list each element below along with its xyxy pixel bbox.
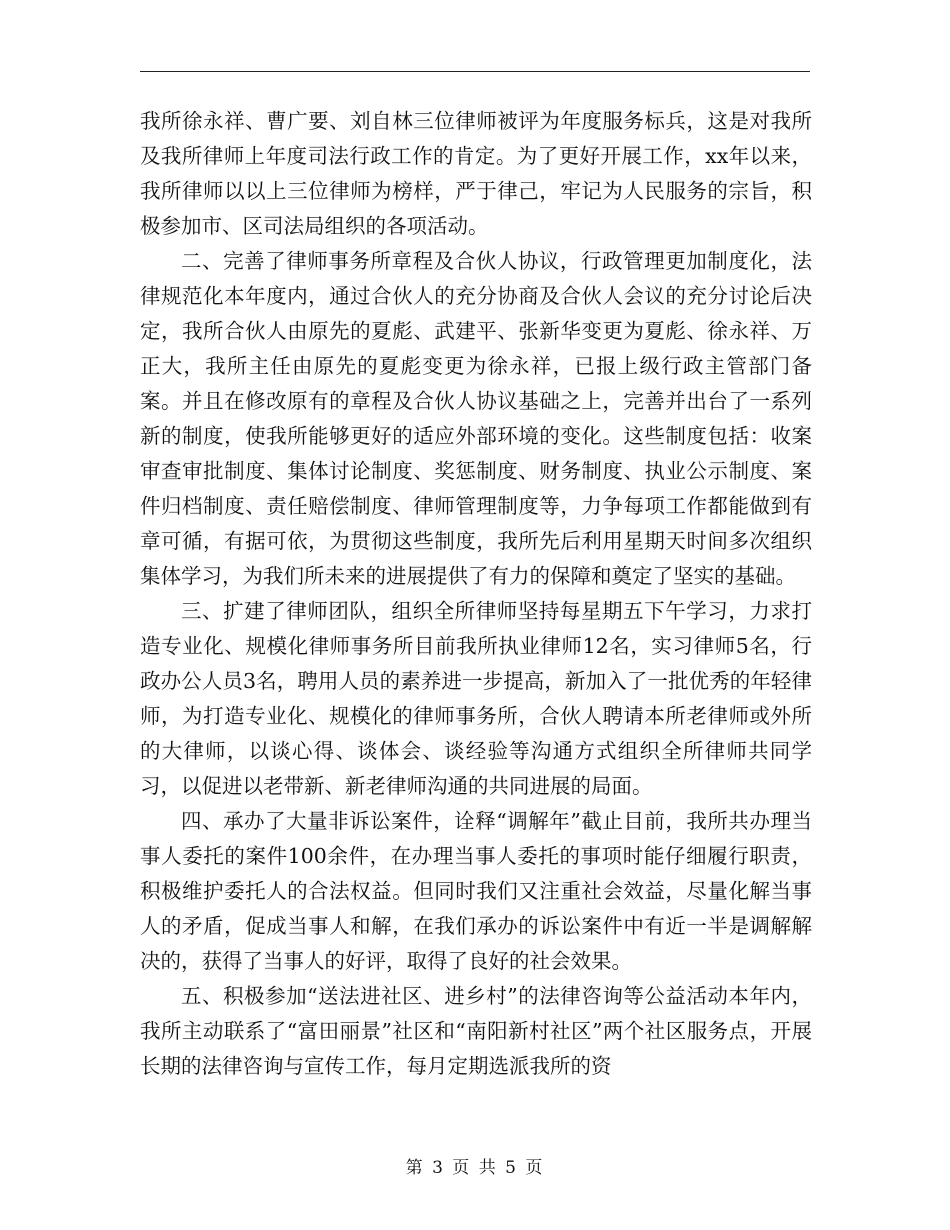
paragraph-continued: 我所徐永祥、曹广要、刘自林三位律师被评为年度服务标兵，这是对我所及我所律师上年度司法行政工作的肯定。为了更好开展工作，xx年以来，我所律师以以上三位律师为榜样，严于律己，牢记为人民服务的宗旨，积极参加市、区司法局组织的各项活动。 [140, 109, 812, 238]
paragraph-section-3: 三、扩建了律师团队，组织全所律师坚持每星期五下午学习，力求打造专业化、规模化律师事务所目前我所执业律师12名，实习律师5名，行政办公人员3名，聘用人员的素养进一步提高，新加入了一批优秀的年轻律师，为打造专业化、规模化的律师事务所，合伙人聘请本所老律师或外所的大律师，以谈心得、谈体会、谈经验等沟通方式组织全所律师共同学习，以促进以老带新、新老律师沟通的共同进展的局面。 [140, 599, 812, 798]
paragraph-section-2: 二、完善了律师事务所章程及合伙人协议，行政管理更加制度化，法律规范化本年度内，通过合伙人的充分协商及合伙人会议的充分讨论后决定，我所合伙人由原先的夏彪、武建平、张新华变更为夏彪、徐永祥、万正大，我所主任由原先的夏彪变更为徐永祥，已报上级行政主管部门备案。并且在修改原有的章程及合伙人协议基础之上，完善并出台了一系列新的制度，使我所能够更好的适应外部环境的变化。这些制度包括：收案审查审批制度、集体讨论制度、奖惩制度、财务制度、执业公示制度、案件归档制度、责任赔偿制度、律师管理制度等，力争每项工作都能做到有章可循，有据可依，为贯彻这些制度，我所先后利用星期天时间多次组织集体学习，为我们所未来的进展提供了有力的保障和奠定了坚实的基础。 [140, 249, 812, 588]
paragraph-section-4: 四、承办了大量非诉讼案件，诠释“调解年”截止目前，我所共办理当事人委托的案件100余件，在办理当事人委托的事项时能仔细履行职责，积极维护委托人的合法权益。但同时我们又注重社会效益，尽量化解当事人的矛盾，促成当事人和解，在我们承办的诉讼案件中有近一半是调解解决的，获得了当事人的好评，取得了良好的社会效果。 [140, 809, 812, 973]
page-footer: 第 3 页 共 5 页 [405, 1158, 545, 1178]
paragraph-section-5: 五、积极参加“送法进社区、进乡村”的法律咨询等公益活动本年内，我所主动联系了“富田丽景”社区和“南阳新村社区”两个社区服务点，开展长期的法律咨询与宣传工作，每月定期选派我所的资 [140, 984, 812, 1078]
header-rule [140, 71, 810, 72]
body-text [140, 104, 812, 1084]
